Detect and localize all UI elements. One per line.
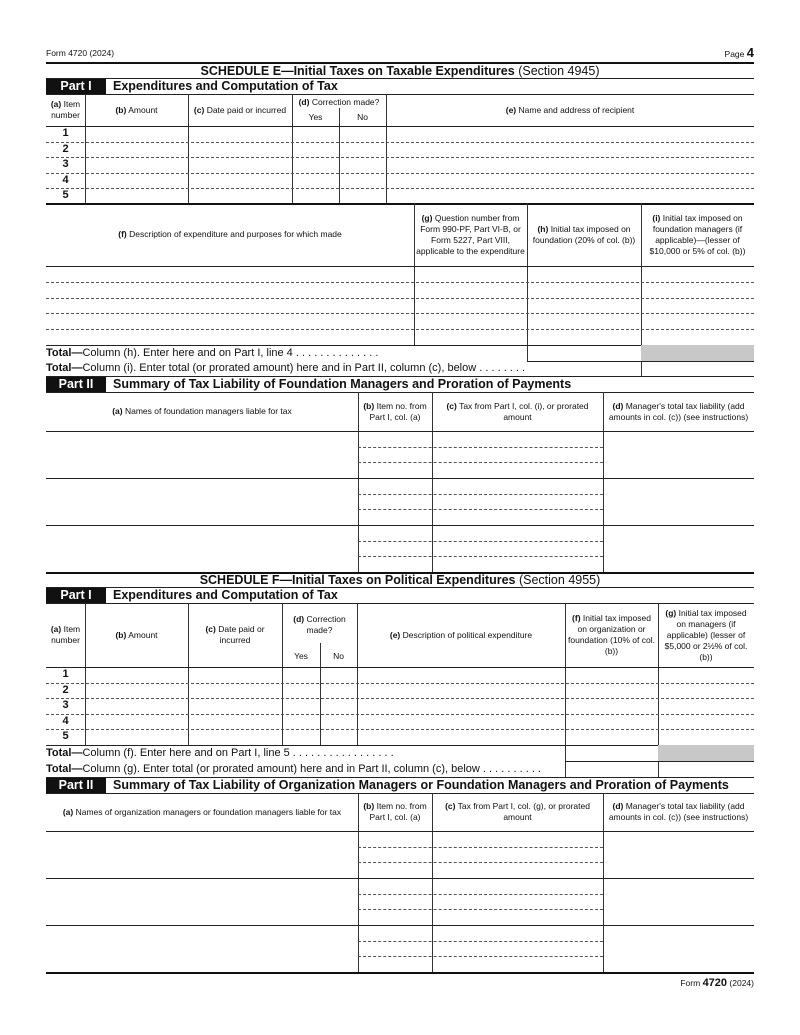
schedule-e-tax-amount[interactable] [432, 525, 603, 540]
f-col-b-header-text: Amount [128, 629, 158, 640]
schedule-f-manager-total-1[interactable] [603, 831, 754, 877]
schedule-f-row5-col-d[interactable] [320, 729, 357, 744]
page-label: Page [724, 49, 745, 59]
row-number: 5 [62, 730, 69, 743]
col-i-header-key: (i) [652, 212, 661, 223]
schedule-f-tax-amount[interactable] [432, 941, 603, 956]
col-i-header [641, 203, 754, 266]
page-number: 4 [746, 45, 754, 60]
schedule-f-row2-col-f[interactable] [565, 683, 658, 698]
schedule-f-part2-label: Part II [46, 778, 106, 793]
col-i-header-text: Initial tax imposed on foundation managers (if applicable)—(lesser of $10,000 or 5% of col. (b)) [649, 212, 746, 256]
p2-col-b-header [358, 392, 432, 431]
col-h-header-text: Initial tax imposed on foundation (20% of col. (b)) [532, 223, 636, 245]
col-e-header [386, 94, 754, 126]
total-key: Total— [46, 362, 83, 374]
schedule-f-row3-col-e[interactable] [357, 698, 565, 713]
schedule-f-row1-col-b[interactable] [85, 667, 188, 682]
schedule-section: (Section 4945) [518, 64, 600, 78]
f-col-c-header [188, 603, 282, 667]
f-col-g-header-key: (g) [665, 607, 677, 618]
schedule-e-detail-row4-col-i[interactable] [641, 313, 754, 328]
schedule-f-row1-col-g[interactable] [658, 667, 754, 682]
schedule-e-detail-row1-col-i[interactable] [641, 266, 754, 281]
schedule-f-row1-col-e[interactable] [357, 667, 565, 682]
p2-col-b-header-text: Item no. from Part I, col. (a) [369, 400, 427, 422]
row-number: 1 [62, 668, 69, 680]
schedule-f-row4-col-e[interactable] [357, 714, 565, 729]
schedule-e-row5-col-e[interactable] [386, 188, 754, 203]
footer-form-number: 4720 [702, 977, 728, 989]
schedule-e-detail-row3-col-i[interactable] [641, 298, 754, 313]
schedule-e-row3-col-d[interactable] [339, 157, 386, 172]
schedule-e-row1-col-c[interactable] [188, 126, 292, 141]
f-col-c-header-text: Date paid or incurred [218, 624, 265, 645]
f-p2-col-a-header-key: (a) [62, 806, 74, 817]
row-number: 1 [62, 127, 69, 139]
total-text: Column (h). Enter here and on Part I, line 4 . . . . . . . . . . . . . . [82, 347, 379, 359]
schedule-e-row4-col-d[interactable] [339, 173, 386, 188]
schedule-e-row4-col-c[interactable] [188, 173, 292, 188]
p2-col-d-header-text: Manager's total tax liability (add amounts in col. (c)) (see instructions) [608, 400, 749, 422]
col-a-header-key: (a) [50, 99, 62, 109]
col-d-header-key: (d) [298, 96, 310, 107]
schedule-e-tax-amount[interactable] [432, 431, 603, 446]
schedule-e-detail-row3-col-h[interactable] [527, 298, 641, 313]
f-col-e-header-key: (e) [389, 629, 401, 640]
f-p2-col-a-header [46, 793, 358, 831]
schedule-e-tax-amount[interactable] [432, 541, 603, 556]
col-f-header-key: (f) [118, 229, 127, 239]
total-col-f [46, 746, 394, 761]
dashed-rule [358, 447, 603, 448]
schedule-e-detail-row1-col-h[interactable] [527, 266, 641, 281]
schedule-f-row5-col-b[interactable] [85, 729, 188, 744]
schedule-e-row2-col-d[interactable] [339, 142, 386, 157]
schedule-e-row2-col-e[interactable] [386, 142, 754, 157]
schedule-e-detail-row1-col-g[interactable] [414, 266, 527, 281]
f-col-g-header [658, 603, 754, 667]
schedule-e-manager-total-1[interactable] [603, 431, 754, 477]
f-col-g-header-text: Initial tax imposed on managers (if applicable) (lesser of $5,000 or 2½% of col. (b)) [664, 607, 748, 662]
f-p2-col-c-header-text: Tax from Part I, col. (g), or prorated amount [457, 801, 590, 822]
schedule-e-row3-col-e[interactable] [386, 157, 754, 172]
schedule-f-item-no[interactable] [358, 831, 432, 846]
schedule-e-manager-total-2[interactable] [603, 478, 754, 524]
schedule-f-item-no[interactable] [358, 862, 432, 877]
schedule-f-row4-col-f[interactable] [565, 714, 658, 729]
f-col-a-header-key: (a) [50, 624, 62, 634]
f-p2-col-a-header-text: Names of organization managers or foundation managers liable for tax [75, 806, 342, 817]
schedule-f-tax-amount[interactable] [432, 894, 603, 909]
schedule-f-tax-amount[interactable] [432, 909, 603, 924]
shaded-cell [641, 345, 754, 361]
schedule-e-item-no[interactable] [358, 478, 432, 493]
schedule-f-row2-col-d[interactable] [320, 683, 357, 698]
total-h-input[interactable] [527, 345, 641, 361]
total-col-h [46, 346, 378, 361]
schedule-e-title [46, 64, 754, 78]
schedule-f-row3-col-f[interactable] [565, 698, 658, 713]
schedule-f-row2-col-d[interactable] [282, 683, 320, 698]
schedule-f-row3-col-d[interactable] [320, 698, 357, 713]
schedule-f-item-no[interactable] [358, 925, 432, 940]
f-col-f-header-key: (f) [572, 613, 581, 623]
dashed-rule [358, 494, 603, 495]
schedule-e-item-no[interactable] [358, 431, 432, 446]
schedule-f-item-no[interactable] [358, 878, 432, 893]
f-p2-col-b-header-key: (b) [363, 801, 375, 811]
schedule-f-manager-total-3[interactable] [603, 925, 754, 971]
schedule-f-row3-col-b[interactable] [85, 698, 188, 713]
schedule-e-row4-col-b[interactable] [85, 173, 188, 188]
row-number: 2 [62, 142, 69, 155]
dashed-rule [358, 556, 603, 557]
schedule-e-row2-col-c[interactable] [188, 142, 292, 157]
schedule-e-detail-row4-col-f[interactable] [46, 313, 414, 328]
f-col-e-header-text: Description of political expenditure [402, 629, 533, 640]
row-number: 2 [62, 683, 69, 696]
schedule-f-row3-col-c[interactable] [188, 698, 282, 713]
total-key: Total— [46, 763, 83, 775]
schedule-e-manager-name-3[interactable] [46, 525, 358, 571]
schedule-e-manager-name-2[interactable] [46, 478, 358, 524]
schedule-f-tax-amount[interactable] [432, 847, 603, 862]
schedule-f-row5-col-e[interactable] [357, 729, 565, 744]
schedule-f-part1-title: Expenditures and Computation of Tax [113, 588, 338, 602]
schedule-e-row5-col-d[interactable] [339, 188, 386, 203]
dashed-rule [358, 509, 603, 510]
row-number: 4 [62, 714, 69, 727]
total-key: Total— [46, 747, 83, 759]
schedule-e-row5-col-b[interactable] [85, 188, 188, 203]
schedule-f-row2-col-e[interactable] [357, 683, 565, 698]
f-p2-col-d-header-key: (d) [612, 801, 624, 811]
col-a-header-text: Item number [51, 99, 81, 120]
col-b-header-key: (b) [115, 104, 127, 115]
col-g-header-text: Question number from Form 990-PF, Part VI-B, or Form 5227, Part VIII, applicable to the expenditure [416, 212, 525, 256]
row-number: 5 [62, 189, 69, 201]
f-col-b-header-key: (b) [115, 629, 127, 640]
dashed-rule [358, 847, 603, 848]
schedule-e-item-no[interactable] [358, 525, 432, 540]
schedule-f-row1-col-f[interactable] [565, 667, 658, 682]
schedule-e-row1-col-e[interactable] [386, 126, 754, 141]
total-text: Column (f). Enter here and on Part I, line 5 . . . . . . . . . . . . . . . . . [82, 747, 394, 759]
schedule-e-row3-col-b[interactable] [85, 157, 188, 172]
schedule-section: (Section 4955) [518, 573, 601, 587]
schedule-e-item-no[interactable] [358, 494, 432, 509]
schedule-f-item-no[interactable] [358, 847, 432, 862]
col-g-header-key: (g) [421, 212, 433, 223]
p2-col-a-header-key: (a) [112, 406, 123, 416]
dashed-rule [358, 541, 603, 542]
col-f-header-text: Description of expenditure and purposes for which made [129, 229, 342, 239]
total-text: Column (g). Enter total (or prorated amount) here and in Part II, column (c), below . . . . . . . . . . [82, 763, 541, 775]
schedule-f-part1-label: Part I [46, 588, 106, 603]
total-col-g [46, 762, 541, 777]
p2-col-b-header-key: (b) [363, 400, 375, 411]
schedule-e-row2-col-b[interactable] [85, 142, 188, 157]
schedule-f-row3-col-d[interactable] [282, 698, 320, 713]
schedule-e-part1-title: Expenditures and Computation of Tax [113, 79, 338, 93]
p2-col-c-header [432, 392, 603, 431]
f-p2-col-d-header [603, 793, 754, 831]
schedule-e-row5-col-d[interactable] [292, 188, 339, 203]
schedule-f-title [46, 573, 754, 587]
dashed-rule [358, 862, 603, 863]
col-e-header-text: Name and address of recipient [518, 104, 635, 115]
col-d-header-text: Correction made? [311, 96, 380, 107]
schedule-e-tax-amount[interactable] [432, 509, 603, 524]
f-col-f-header [565, 603, 658, 667]
schedule-e-row5-col-c[interactable] [188, 188, 292, 203]
schedule-f-manager-name-1[interactable] [46, 831, 358, 877]
p2-col-a-header [46, 392, 358, 431]
p2-col-c-header-text: Tax from Part I, col. (i), or prorated amount [459, 400, 589, 422]
schedule-e-row1-col-b[interactable] [85, 126, 188, 141]
schedule-e-row3-col-c[interactable] [188, 157, 292, 172]
schedule-e-row4-col-d[interactable] [292, 173, 339, 188]
schedule-f-row4-col-d[interactable] [282, 714, 320, 729]
f-col-a-header-text: Item number [51, 624, 81, 645]
schedule-f-row4-col-g[interactable] [658, 714, 754, 729]
schedule-f-row2-col-c[interactable] [188, 683, 282, 698]
schedule-e-detail-row4-col-g[interactable] [414, 313, 527, 328]
col-g-header [414, 203, 527, 266]
f-col-e-header [357, 603, 565, 667]
schedule-e-tax-amount[interactable] [432, 478, 603, 493]
f-col-a-header [46, 603, 85, 667]
schedule-f-row5-col-d[interactable] [282, 729, 320, 744]
f-col-d-header-key: (d) [293, 614, 305, 624]
dashed-rule [358, 941, 603, 942]
p2-col-d-header-key: (d) [612, 400, 624, 411]
schedule-f-row5-col-g[interactable] [658, 729, 754, 744]
schedule-f-item-no[interactable] [358, 894, 432, 909]
total-i-input[interactable] [641, 361, 754, 376]
dashed-rule [358, 909, 603, 910]
dashed-rule [358, 462, 603, 463]
f-col-d-header [282, 610, 357, 640]
schedule-e-row3-col-d[interactable] [292, 157, 339, 172]
f-col-d-header-text: Correction made? [306, 614, 346, 635]
schedule-e-tax-amount[interactable] [432, 494, 603, 509]
schedule-f-item-no[interactable] [358, 956, 432, 971]
schedule-e-row1-col-d[interactable] [292, 126, 339, 141]
f-col-d-no: No [333, 650, 344, 661]
schedule-f-item-no[interactable] [358, 941, 432, 956]
f-col-d-yes: Yes [294, 650, 308, 661]
col-c-header-text: Date paid or incurred [206, 104, 287, 115]
total-key: Total— [46, 347, 83, 359]
col-h-header [527, 203, 641, 266]
schedule-f-manager-name-2[interactable] [46, 878, 358, 924]
col-d-yes: Yes [308, 111, 323, 122]
schedule-e-part2-label: Part II [46, 377, 106, 392]
schedule-e-detail-row5-col-f[interactable] [46, 329, 414, 344]
col-d-no: No [357, 111, 368, 122]
schedule-e-detail-row2-col-g[interactable] [414, 282, 527, 297]
p2-col-c-header-key: (c) [446, 400, 457, 411]
schedule-e-row4-col-e[interactable] [386, 173, 754, 188]
row-number: 4 [62, 173, 69, 186]
schedule-e-detail-row1-col-f[interactable] [46, 266, 414, 281]
schedule-e-detail-row4-col-h[interactable] [527, 313, 641, 328]
schedule-title: SCHEDULE F—Initial Taxes on Political Expenditures [199, 573, 516, 587]
schedule-e-part1-label: Part I [46, 79, 106, 94]
page-indicator [725, 45, 754, 60]
schedule-f-tax-amount[interactable] [432, 862, 603, 877]
schedule-f-row2-col-g[interactable] [658, 683, 754, 698]
schedule-f-tax-amount[interactable] [432, 956, 603, 971]
schedule-f-row1-col-d[interactable] [320, 667, 357, 682]
col-h-header-key: (h) [537, 223, 549, 234]
schedule-f-row1-col-c[interactable] [188, 667, 282, 682]
f-p2-col-b-header-text: Item no. from Part I, col. (a) [369, 801, 427, 822]
schedule-e-manager-name-1[interactable] [46, 431, 358, 477]
schedule-e-tax-amount[interactable] [432, 447, 603, 462]
total-f-input[interactable] [565, 745, 658, 761]
schedule-f-row4-col-d[interactable] [320, 714, 357, 729]
shaded-cell [658, 745, 754, 761]
schedule-e-tax-amount[interactable] [432, 462, 603, 477]
schedule-f-manager-name-3[interactable] [46, 925, 358, 971]
f-p2-col-c-header-key: (c) [445, 801, 456, 811]
schedule-title: SCHEDULE E—Initial Taxes on Taxable Expenditures [200, 64, 515, 78]
schedule-e-detail-row3-col-f[interactable] [46, 298, 414, 313]
f-col-c-header-key: (c) [205, 624, 216, 634]
f-col-b-header [85, 603, 188, 667]
schedule-f-manager-total-2[interactable] [603, 878, 754, 924]
dashed-rule [358, 894, 603, 895]
rule [46, 972, 754, 974]
schedule-e-manager-total-3[interactable] [603, 525, 754, 571]
schedule-f-row5-col-c[interactable] [188, 729, 282, 744]
p2-col-d-header [603, 392, 754, 431]
col-c-header-key: (c) [193, 104, 205, 115]
f-col-f-header-text: Initial tax imposed on organization or foundation (10% of col. (b)) [568, 613, 655, 656]
schedule-f-tax-amount[interactable] [432, 925, 603, 940]
col-c-header [188, 94, 292, 126]
schedule-f-row4-col-c[interactable] [188, 714, 282, 729]
schedule-e-part2-title: Summary of Tax Liability of Foundation Managers and Proration of Payments [113, 377, 572, 391]
schedule-e-item-no[interactable] [358, 447, 432, 462]
row-number: 3 [62, 699, 69, 712]
schedule-e-row2-col-d[interactable] [292, 142, 339, 157]
schedule-e-item-no[interactable] [358, 556, 432, 571]
schedule-e-item-no[interactable] [358, 541, 432, 556]
schedule-f-row3-col-g[interactable] [658, 698, 754, 713]
schedule-e-item-no[interactable] [358, 509, 432, 524]
schedule-f-row5-col-f[interactable] [565, 729, 658, 744]
footer-year: (2024) [729, 978, 754, 988]
total-col-i [46, 361, 525, 376]
schedule-e-detail-row5-col-i[interactable] [641, 329, 754, 344]
schedule-e-detail-row5-col-g[interactable] [414, 329, 527, 344]
col-f-header [46, 203, 414, 266]
schedule-f-part2-title: Summary of Tax Liability of Organization Managers or Foundation Managers and Proration of Payments [113, 778, 729, 792]
schedule-e-tax-amount[interactable] [432, 556, 603, 571]
f-p2-col-d-header-text: Manager's total tax liability (add amounts in col. (c)) (see instructions) [608, 801, 749, 822]
col-e-header-key: (e) [505, 104, 517, 115]
row-number: 3 [62, 158, 69, 170]
footer-form-label [680, 977, 754, 989]
total-g-input[interactable] [658, 761, 754, 777]
form-label: Form 4720 (2024) [46, 48, 115, 58]
schedule-f-tax-amount[interactable] [432, 878, 603, 893]
schedule-f-row2-col-b[interactable] [85, 683, 188, 698]
schedule-e-detail-row2-col-h[interactable] [527, 282, 641, 297]
schedule-f-row4-col-b[interactable] [85, 714, 188, 729]
f-p2-col-c-header [432, 793, 603, 831]
col-b-header-text: Amount [128, 104, 158, 115]
col-b-header [85, 94, 188, 126]
total-text: Column (i). Enter total (or prorated amount) here and in Part II, column (c), below . . . . . . . . [82, 362, 526, 374]
schedule-e-detail-row2-col-i[interactable] [641, 282, 754, 297]
schedule-e-detail-row3-col-g[interactable] [414, 298, 527, 313]
schedule-e-detail-row2-col-f[interactable] [46, 282, 414, 297]
schedule-e-item-no[interactable] [358, 462, 432, 477]
schedule-e-row1-col-d[interactable] [339, 126, 386, 141]
footer-form-prefix: Form [680, 978, 701, 988]
dashed-rule [358, 956, 603, 957]
col-a-header [46, 94, 85, 126]
schedule-f-item-no[interactable] [358, 909, 432, 924]
p2-col-a-header-text: Names of foundation managers liable for tax [124, 406, 292, 416]
schedule-f-tax-amount[interactable] [432, 831, 603, 846]
schedule-f-row1-col-d[interactable] [282, 667, 320, 682]
f-p2-col-b-header [358, 793, 432, 831]
schedule-e-detail-row5-col-h[interactable] [527, 329, 641, 344]
